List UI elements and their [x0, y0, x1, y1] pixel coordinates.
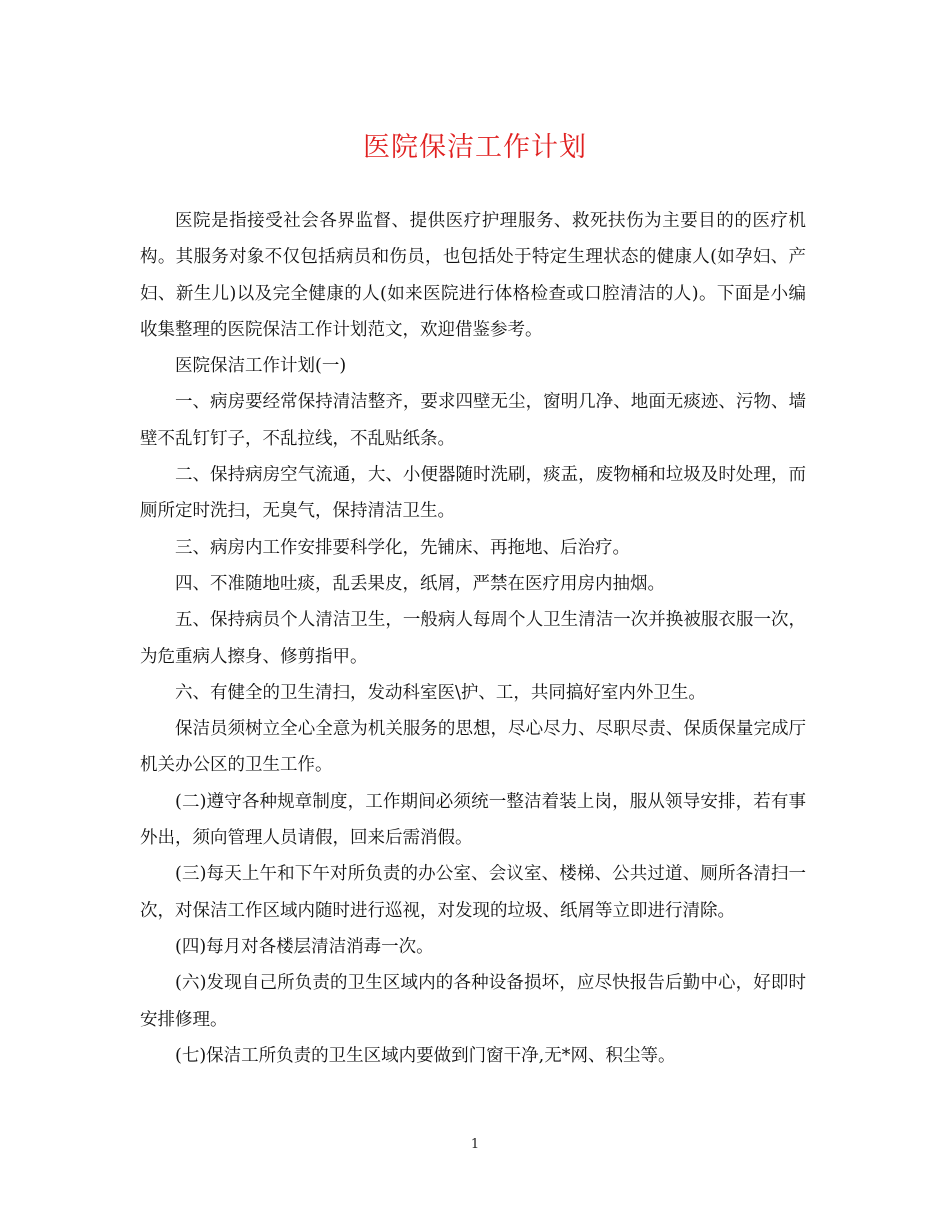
paragraph-item-5: 五、保持病员个人清洁卫生，一般病人每周个人卫生清洁一次并换被服衣服一次，为危重病人擦身、修剪指甲。 — [140, 610, 806, 667]
paragraph-item-1: 一、病房要经常保持清洁整齐，要求四壁无尘，窗明几净、地面无痰迹、污物、墙壁不乱钉钉子，不乱拉线，不乱贴纸条。 — [140, 392, 806, 449]
paragraph-rule-7: (七)保洁工所负责的卫生区域内要做到门窗干净,无*网、积尘等。 — [175, 1045, 676, 1066]
paragraph-rule-3: (三)每天上午和下午对所负责的办公室、会议室、楼梯、公共过道、厕所各清扫一次，对保洁工作区域内随时进行巡视，对发现的垃圾、纸屑等立即进行清除。 — [140, 864, 806, 921]
document-title: 医院保洁工作计划 — [363, 132, 587, 163]
paragraph-rule-2: (二)遵守各种规章制度，工作期间必须统一整洁着装上岗，服从领导安排，若有事外出，须向管理人员请假，回来后需消假。 — [140, 791, 806, 849]
paragraph-item-2: 二、保持病房空气流通，大、小便器随时洗刷，痰盂，废物桶和垃圾及时处理，而厕所定时洗扫，无臭气，保持清洁卫生。 — [140, 465, 806, 522]
paragraph-intro: 医院是指接受社会各界监督、提供医疗护理服务、救死扶伤为主要目的的医疗机构。其服务对象不仅包括病员和伤员，也包括处于特定生理状态的健康人(如孕妇、产妇、新生儿)以及完全健康的人(如来医院进行体格检查或口腔清洁的人)。下面是小编收集整理的医院保洁工作计划范文，欢迎借鉴参考。 — [140, 211, 806, 340]
page-number: 1 — [470, 1137, 480, 1152]
section-heading: 医院保洁工作计划(一) — [175, 356, 347, 377]
document-body — [140, 203, 806, 1074]
paragraph-cleaner-duty: 保洁员须树立全心全意为机关服务的思想，尽心尽力、尽职尽责、保质保量完成厅机关办公区的卫生工作。 — [140, 719, 806, 776]
paragraph-item-4: 四、不准随地吐痰，乱丢果皮，纸屑，严禁在医疗用房内抽烟。 — [175, 573, 665, 594]
paragraph-rule-6: (六)发现自己所负责的卫生区域内的各种设备损坏，应尽快报告后勤中心，好即时安排修理。 — [140, 973, 806, 1030]
paragraph-rule-4: (四)每月对各楼层清洁消毒一次。 — [175, 936, 434, 957]
paragraph-item-6: 六、有健全的卫生清扫，发动科室医\护、工，共同搞好室内外卫生。 — [175, 682, 706, 703]
paragraph-item-3: 三、病房内工作安排要科学化，先铺床、再拖地、后治疗。 — [175, 537, 630, 558]
